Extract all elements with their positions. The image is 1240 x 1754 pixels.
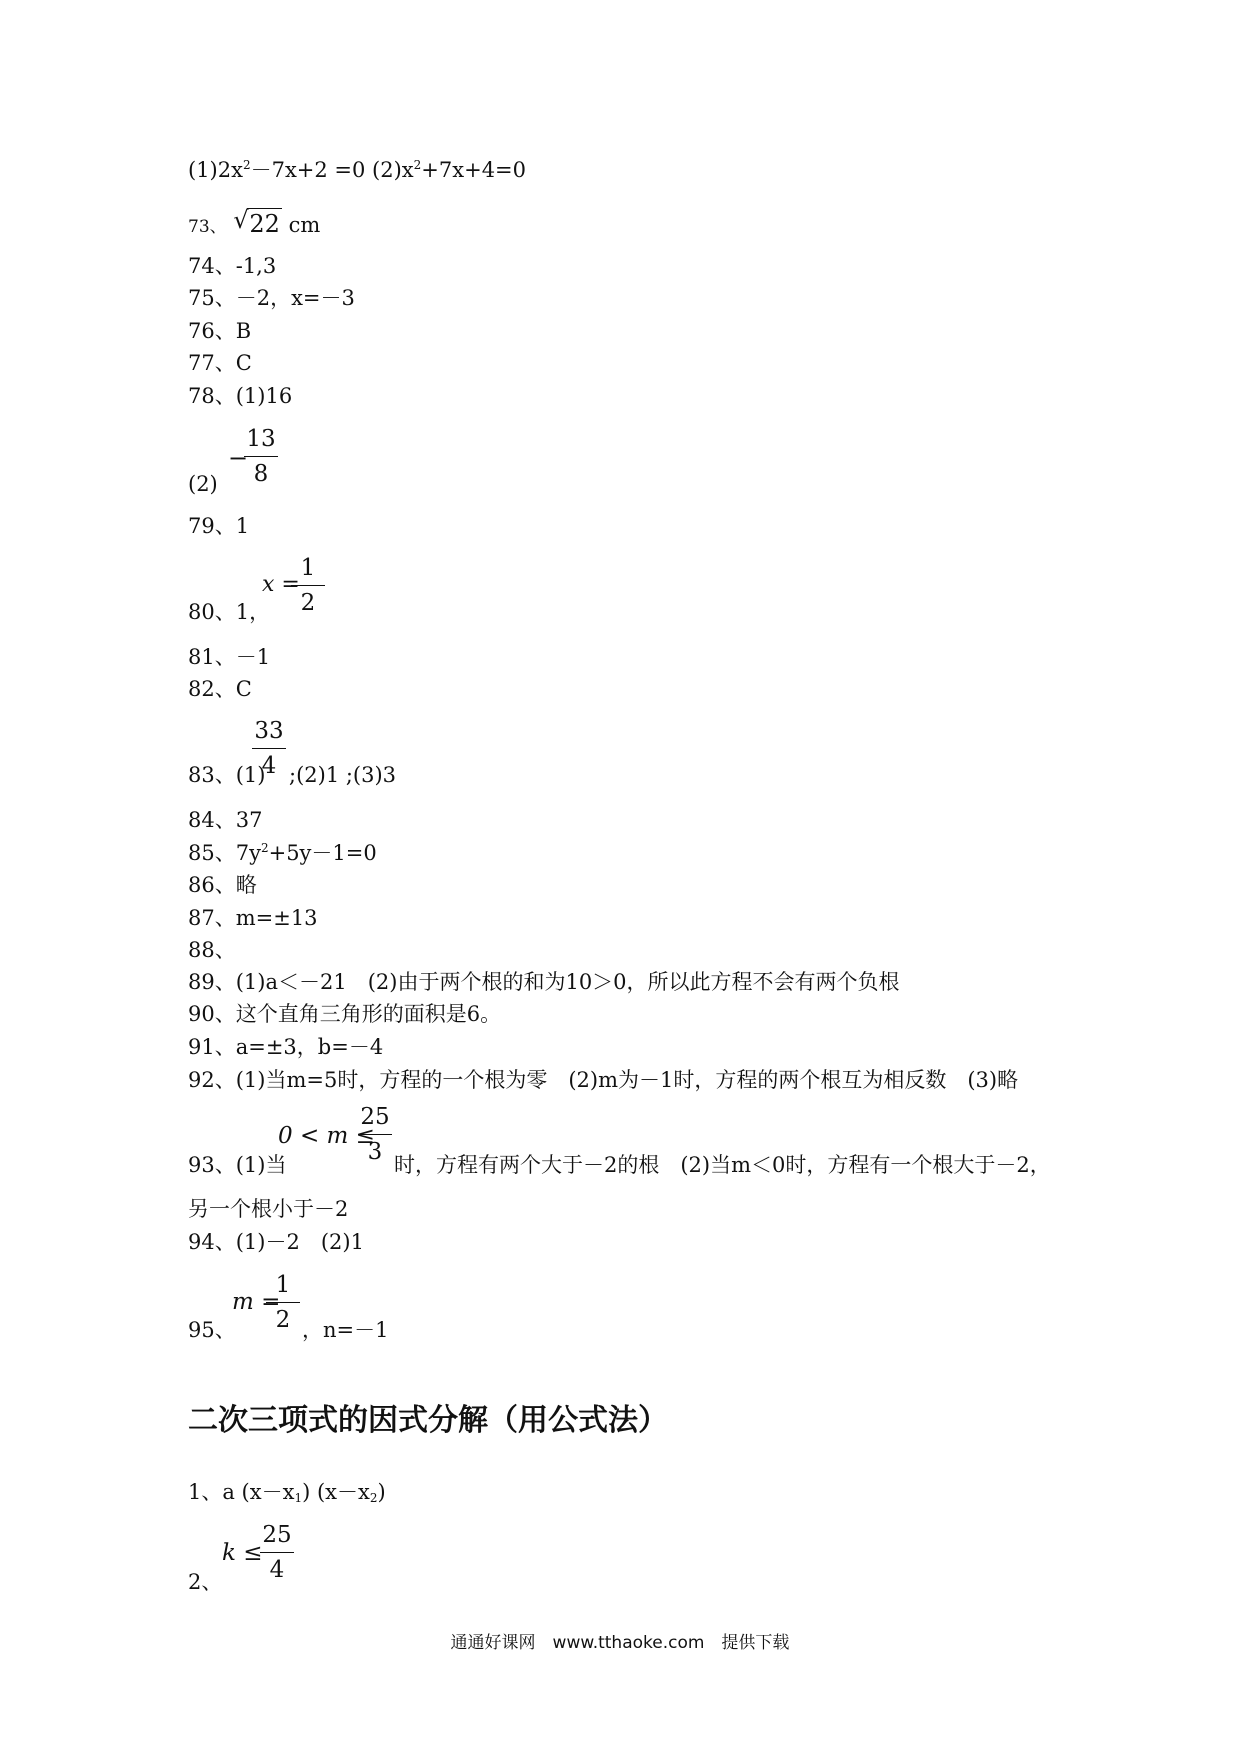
answer-78: 78、(1)16: [188, 384, 293, 408]
answer-95-prefix: 95、: [188, 1318, 236, 1342]
answer-87: 87、m=±13: [188, 906, 318, 930]
section-answer-2-prefix: 2、: [188, 1570, 223, 1594]
answer-78-part2-label: (2): [188, 472, 218, 496]
denominator: 2: [300, 590, 316, 616]
answer-77: 77、C: [188, 351, 252, 375]
answer-81: 81、－1: [188, 645, 271, 669]
numerator: 13: [246, 426, 276, 452]
numerator: 33: [254, 718, 284, 744]
answer-90: 90、这个直角三角形的面积是6。: [188, 1002, 502, 1026]
inequality-lhs: 0 < m ≤: [278, 1123, 375, 1149]
answer-82: 82、C: [188, 677, 252, 701]
unit: cm: [288, 213, 321, 237]
answer-95-suffix: ，n=－1: [302, 1318, 389, 1342]
equation-lhs: x =: [262, 572, 300, 597]
denominator: 4: [269, 1557, 285, 1583]
section-heading: 二次三项式的因式分解（用公式法）: [188, 1403, 668, 1438]
numerator: 1: [300, 555, 316, 581]
fraction-1-2: [291, 557, 325, 615]
answer-85: 85、$7y^2+5y-1=0$: [188, 841, 377, 865]
denominator: 3: [367, 1139, 383, 1165]
answer-line-72: $(1)2x^2-7x+2 =0$ $(2)x^2+7x+4=0$: [188, 158, 527, 182]
answer-80-prefix: 80、1，: [188, 600, 271, 624]
sqrt-expression: √ 22: [233, 206, 280, 238]
answer-91: 91、a=±3，b=－4: [188, 1035, 384, 1059]
answer-84: 84、37: [188, 808, 263, 832]
answer-75: 75、－2，x=－3: [188, 286, 355, 310]
section-answer-1: 1、a $(x-x_1)$ $(x-x_2)$: [188, 1480, 386, 1505]
numerator: 25: [360, 1104, 390, 1130]
answer-86: 86、略: [188, 873, 257, 897]
answer-79: 79、1: [188, 514, 250, 538]
answer-83-prefix: 83、(1): [188, 763, 266, 787]
fraction-1-2: [266, 1274, 300, 1332]
answer-73: [188, 206, 321, 238]
radicand: 22: [249, 210, 280, 238]
numerator: 1: [275, 1272, 291, 1298]
answer-89: 89、(1)a＜－21 (2)由于两个根的和为10＞0，所以此方程不会有两个负根: [188, 970, 900, 994]
fraction-25-3: [358, 1106, 392, 1164]
answer-93-prefix: 93、(1)当: [188, 1153, 287, 1177]
fraction-33-4: [252, 720, 286, 778]
answer-93-suffix: 时，方程有两个大于－2的根 (2)当m＜0时，方程有一个根大于－2，: [394, 1153, 1051, 1177]
answer-92: 92、(1)当m=5时，方程的一个根为零 (2)m为－1时，方程的两个根互为相反数 (3)略: [188, 1068, 1019, 1092]
minus-sign: −: [228, 444, 249, 472]
answer-74: 74、-1,3: [188, 254, 277, 278]
fraction-13-8: [244, 428, 278, 486]
equation-lhs: m =: [232, 1289, 281, 1315]
answer-93-continued: 另一个根小于－2: [188, 1197, 349, 1221]
answer-76: 76、B: [188, 319, 252, 343]
footer-credit: 通通好课网 www.tthaoke.com 提供下载: [450, 1633, 790, 1653]
answer-94: 94、(1)－2 (2)1: [188, 1230, 364, 1254]
denominator: 4: [261, 753, 277, 779]
fraction-25-4: [260, 1524, 294, 1582]
inequality-lhs: k ≤: [222, 1540, 263, 1566]
denominator: 2: [275, 1307, 291, 1333]
denominator: 8: [253, 461, 269, 487]
answer-number: 73、: [188, 217, 227, 237]
answer-88: 88、: [188, 938, 236, 962]
numerator: 25: [262, 1522, 292, 1548]
answer-83-suffix: ;(2)1 ;(3)3: [289, 763, 397, 787]
